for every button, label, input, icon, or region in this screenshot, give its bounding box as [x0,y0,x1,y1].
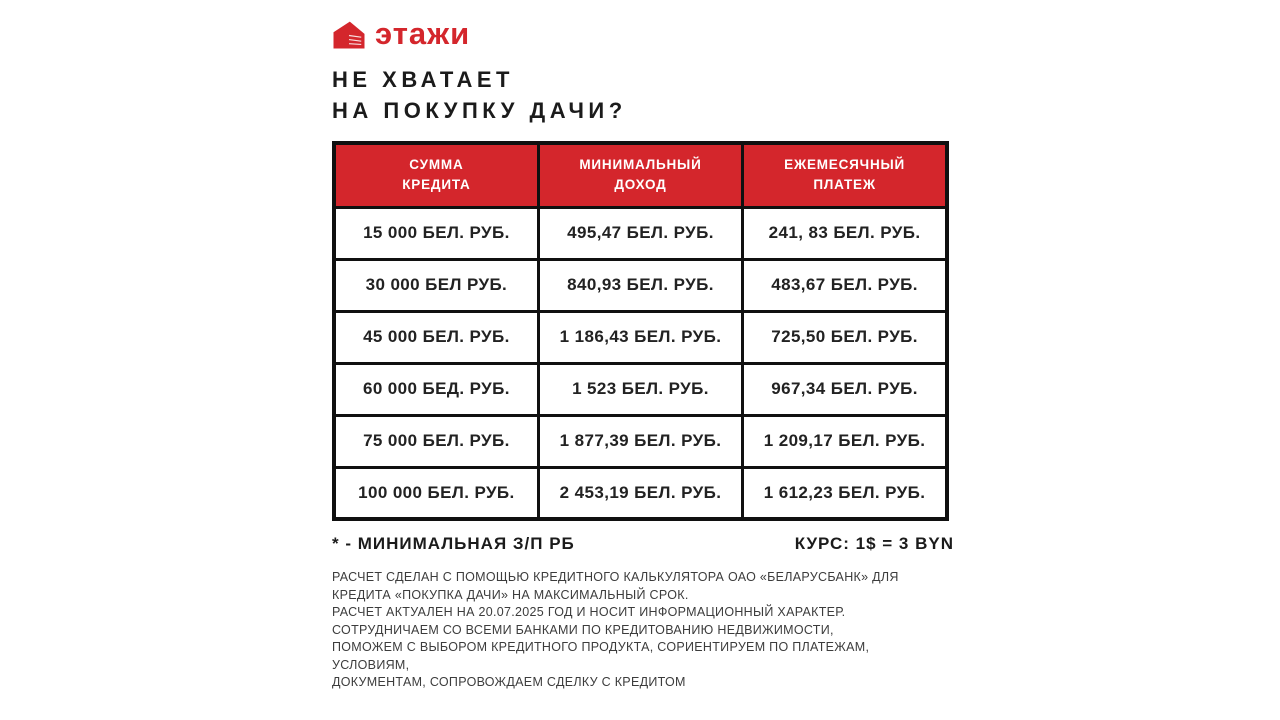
page-title [332,64,954,126]
cell-min-income: 495,47 БЕЛ. РУБ. [538,207,742,259]
footnote-row [332,534,954,554]
header-line: СУММА [409,157,464,173]
header-row [334,143,947,207]
cell-min-income: 1 523 БЕЛ. РУБ. [538,363,742,415]
disclaimer-line: РАСЧЕТ СДЕЛАН С ПОМОЩЬЮ КРЕДИТНОГО КАЛЬКУЛЯТОРА ОАО «БЕЛАРУСБАНК» ДЛЯ [332,570,899,584]
cell-min-income: 1 877,39 БЕЛ. РУБ. [538,415,742,467]
cell-min-income: 2 453,19 БЕЛ. РУБ. [538,467,742,519]
cell-credit-sum: 75 000 БЕЛ. РУБ. [334,415,538,467]
cell-credit-sum: 100 000 БЕЛ. РУБ. [334,467,538,519]
header-line: ЕЖЕМЕСЯЧНЫЙ [784,157,906,173]
disclaimer-line: СОТРУДНИЧАЕМ СО ВСЕМИ БАНКАМИ ПО КРЕДИТОВАНИЮ НЕДВИЖИМОСТИ, [332,622,834,637]
title-line-1: НЕ ХВАТАЕТ [332,67,514,92]
footnote-exchange-rate: КУРС: 1$ = 3 BYN [794,534,954,553]
table-row [334,467,947,519]
credit-table-head [334,143,947,207]
cell-credit-sum: 15 000 БЕЛ. РУБ. [334,207,538,259]
disclaimer-line: РАСЧЕТ АКТУАЛЕН НА 20.07.2025 ГОД И НОСИТ ИНФОРМАЦИОННЫЙ ХАРАКТЕР. [332,605,846,619]
cell-monthly-payment: 967,34 БЕЛ. РУБ. [743,363,947,415]
cell-credit-sum: 45 000 БЕЛ. РУБ. [334,311,538,363]
cell-monthly-payment: 483,67 БЕЛ. РУБ. [743,259,947,311]
table-row [334,259,947,311]
footnote-min-salary: * - МИНИМАЛЬНАЯ З/П РБ [332,534,575,553]
table-row [334,311,947,363]
header-line: МИНИМАЛЬНЫЙ [579,157,702,173]
credit-table [332,141,949,521]
disclaimer-line: УСЛОВИЯМ, [332,657,410,672]
cell-monthly-payment: 1 209,17 БЕЛ. РУБ. [743,415,947,467]
cell-min-income: 840,93 БЕЛ. РУБ. [538,259,742,311]
cell-credit-sum: 30 000 БЕЛ РУБ. [334,259,538,311]
header-credit-sum [334,143,538,207]
house-icon [332,20,366,51]
header-line: КРЕДИТА [402,177,471,193]
header-line: ДОХОД [614,177,667,193]
header-min-income [538,143,742,207]
table-row [334,207,947,259]
content-column [332,15,954,692]
header-line: ПЛАТЕЖ [813,177,876,193]
table-row [334,363,947,415]
credit-table-body [334,207,947,519]
cell-credit-sum: 60 000 БЕД. РУБ. [334,363,538,415]
disclaimer-block [332,569,954,692]
table-row [334,415,947,467]
cell-min-income: 1 186,43 БЕЛ. РУБ. [538,311,742,363]
cell-monthly-payment: 241, 83 БЕЛ. РУБ. [743,207,947,259]
title-line-2: НА ПОКУПКУ ДАЧИ? [332,98,627,123]
brand-name: этажи [375,15,471,51]
brand-logo [332,15,954,52]
disclaimer-line: КРЕДИТА «ПОКУПКА ДАЧИ» НА МАКСИМАЛЬНЫЙ СРОК. [332,587,689,602]
disclaimer-line: ПОМОЖЕМ С ВЫБОРОМ КРЕДИТНОГО ПРОДУКТА, СОРИЕНТИРУЕМ ПО ПЛАТЕЖАМ, [332,640,870,654]
cell-monthly-payment: 1 612,23 БЕЛ. РУБ. [743,467,947,519]
header-monthly-payment [743,143,947,207]
cell-monthly-payment: 725,50 БЕЛ. РУБ. [743,311,947,363]
disclaimer-line: ДОКУМЕНТАМ, СОПРОВОЖДАЕМ СДЕЛКУ С КРЕДИТОМ [332,675,686,689]
